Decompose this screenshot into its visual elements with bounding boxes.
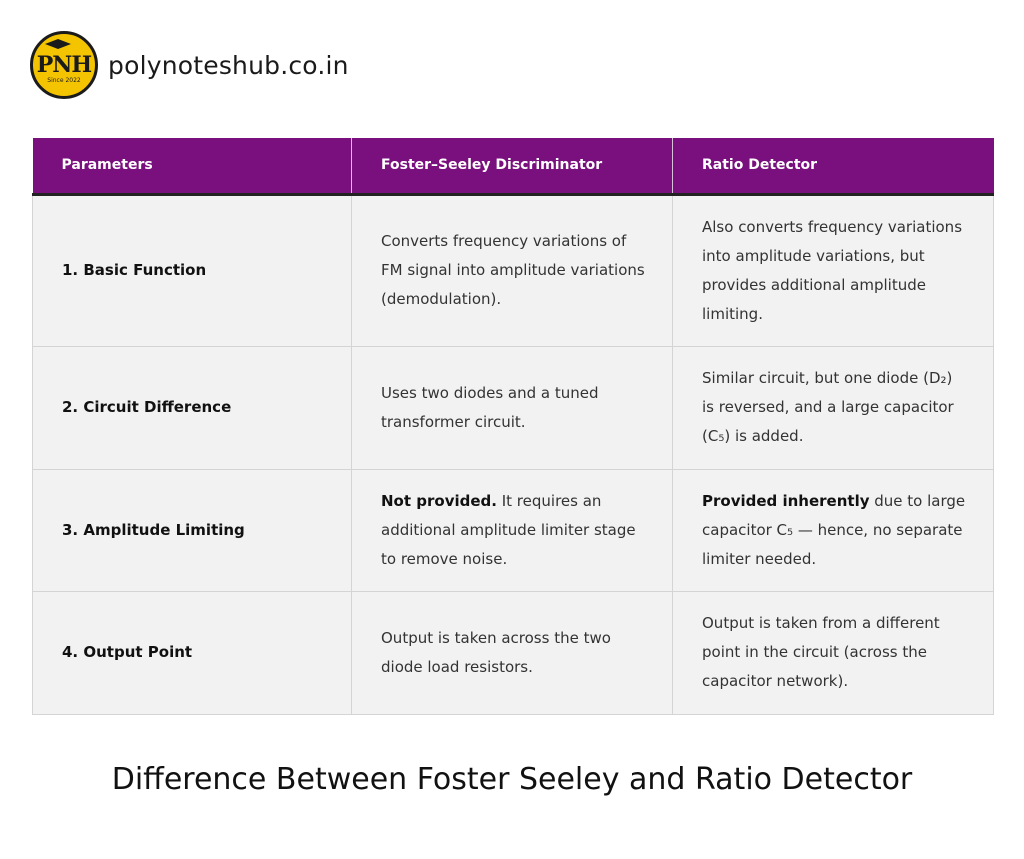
logo-text: PNH bbox=[36, 52, 92, 78]
ratio-cell: Similar circuit, but one diode (D₂) is reversed, and a large capacitor (C₅) is added. bbox=[673, 346, 994, 469]
page-caption: Difference Between Foster Seeley and Ratio Detector bbox=[111, 762, 913, 797]
foster-cell bbox=[352, 469, 673, 591]
table-row bbox=[33, 194, 994, 346]
header-parameters: Parameters bbox=[33, 138, 352, 194]
brand-header bbox=[30, 31, 349, 99]
foster-cell: Uses two diodes and a tuned transformer circuit. bbox=[352, 346, 673, 469]
ratio-cell bbox=[673, 469, 994, 591]
ratio-cell: Also converts frequency variations into amplitude variations, but provides additional amplitude limiting. bbox=[673, 194, 994, 346]
foster-bold-text: Not provided. bbox=[381, 491, 497, 510]
row-parameter: 2. Circuit Difference bbox=[33, 346, 352, 469]
ratio-cell: Output is taken from a different point in the circuit (across the capacitor network). bbox=[673, 591, 994, 714]
graduation-cap-icon bbox=[43, 38, 73, 50]
pnh-logo[interactable] bbox=[30, 31, 98, 99]
header-ratio-detector: Ratio Detector bbox=[673, 138, 994, 194]
ratio-rest-text: due to large capacitor C₅ — hence, no separate limiter needed. bbox=[702, 491, 966, 568]
table-row bbox=[33, 469, 994, 591]
foster-rest-text: It requires an additional amplitude limiter stage to remove noise. bbox=[381, 491, 636, 568]
comparison-table bbox=[32, 138, 993, 715]
logo-since: Since 2022 bbox=[47, 77, 81, 84]
foster-cell: Output is taken across the two diode load resistors. bbox=[352, 591, 673, 714]
row-parameter: 4. Output Point bbox=[33, 591, 352, 714]
table-row bbox=[33, 591, 994, 714]
header-foster-seeley: Foster–Seeley Discriminator bbox=[352, 138, 673, 194]
ratio-bold-text: Provided inherently bbox=[702, 491, 870, 510]
foster-cell: Converts frequency variations of FM signal into amplitude variations (demodulation). bbox=[352, 194, 673, 346]
row-parameter: 3. Amplitude Limiting bbox=[33, 469, 352, 591]
table-header-row bbox=[33, 138, 994, 194]
row-parameter: 1. Basic Function bbox=[33, 194, 352, 346]
table-row bbox=[33, 346, 994, 469]
site-name[interactable]: polynoteshub.co.in bbox=[108, 50, 349, 80]
